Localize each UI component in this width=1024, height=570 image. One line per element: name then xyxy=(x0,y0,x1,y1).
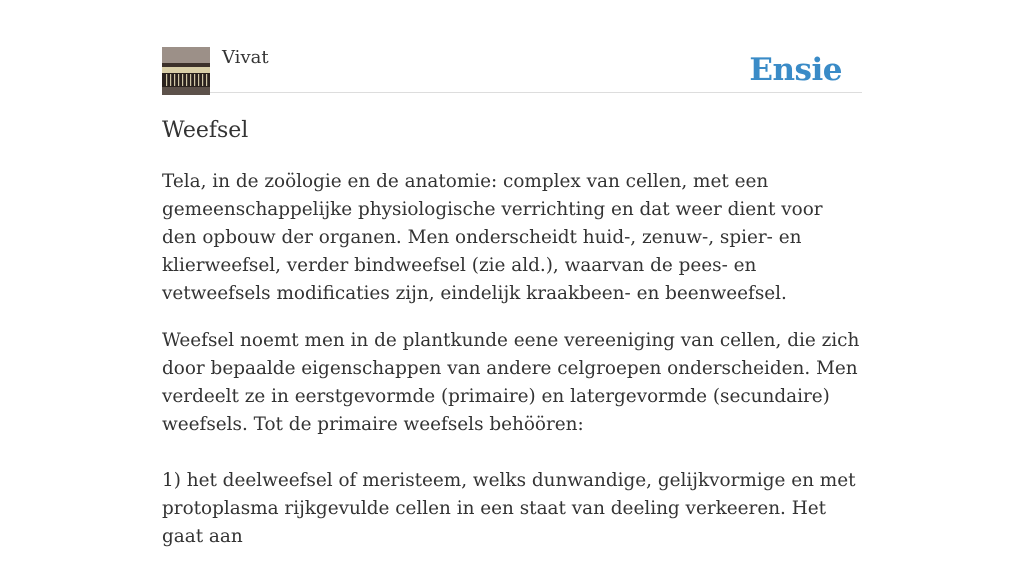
library-bookshelf-avatar-icon xyxy=(162,47,210,95)
brand-logo[interactable]: Ensie xyxy=(749,52,842,88)
article-title: Weefsel xyxy=(162,118,249,143)
paragraph: Tela, in de zoölogie en de anatomie: complex van cellen, met een gemeenschappelijke physiologische verrichting en dat weer dient voor den opbouw der organen. Men onderscheidt huid-, zenuw-, spier- en klierweefsel, verder bindweefsel (zie ald.), waarvan de pees- en vetweefsels modificaties zijn, eindelijk kraakbeen- en beenweefsel. xyxy=(162,171,823,304)
author-name[interactable]: Vivat xyxy=(222,47,269,68)
paragraph: 1) het deelweefsel of meristeem, welks dunwandige, gelijkvormige en met protoplasma rijkgevulde cellen in een staat van deeling verkeeren. Het gaat aan xyxy=(162,470,856,547)
paragraph: Weefsel noemt men in de plantkunde eene vereeniging van cellen, die zich door bepaalde eigenschappen van andere celgroepen onderscheiden. Men verdeelt ze in eerstgevormde (primaire) en latergevormde (secundaire) weefsels. Tot de primaire weefsels behöören: xyxy=(162,330,860,435)
article-body xyxy=(162,168,862,570)
page xyxy=(162,0,862,547)
header xyxy=(162,0,862,93)
author-avatar[interactable] xyxy=(162,47,210,95)
